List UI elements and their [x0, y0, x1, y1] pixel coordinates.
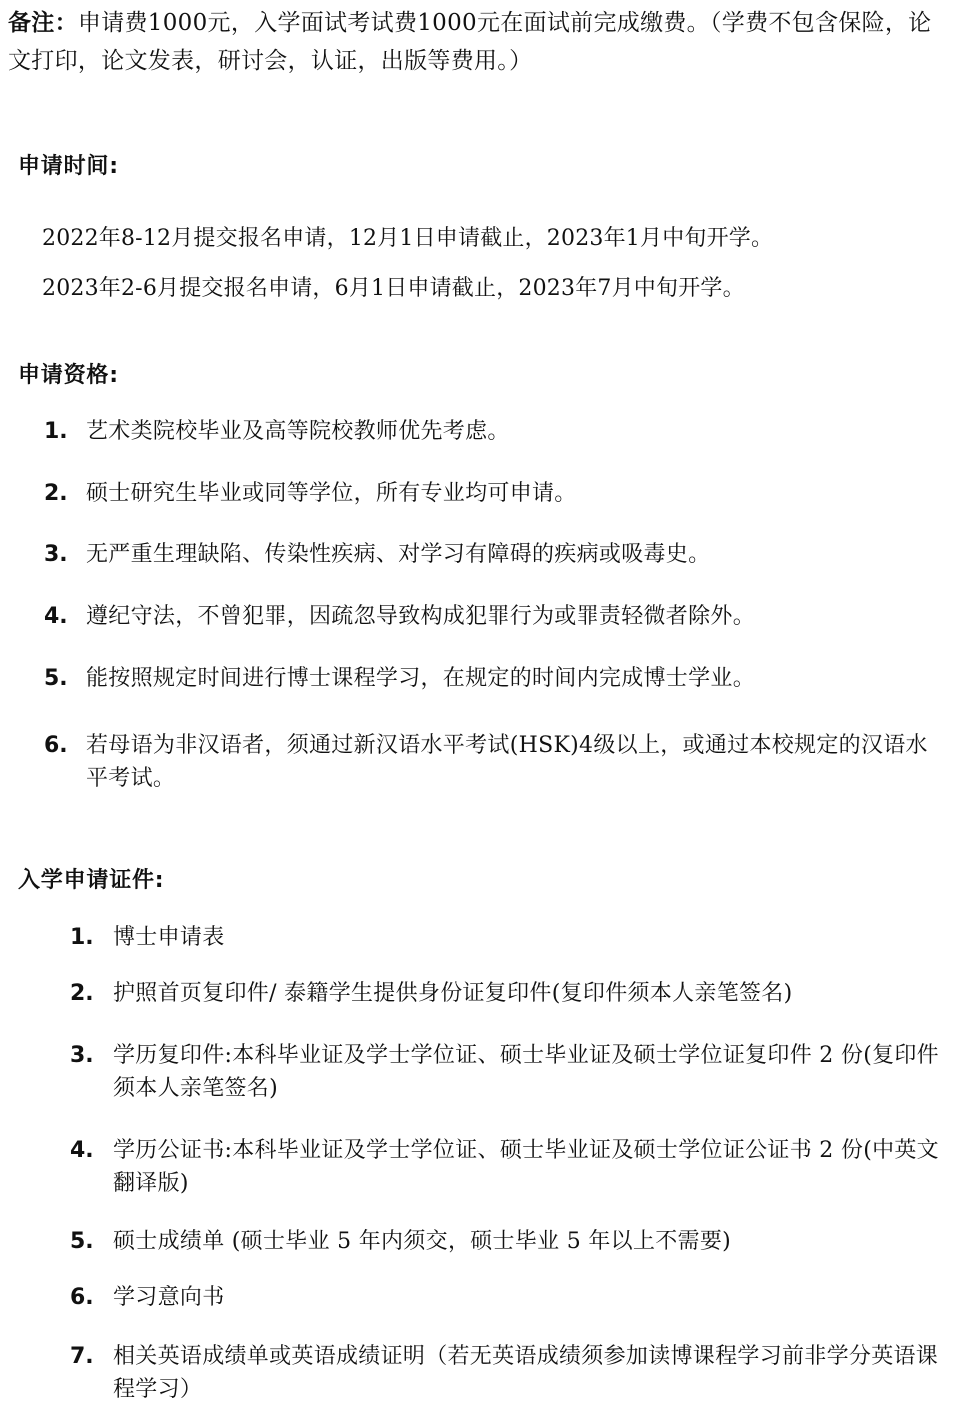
list-item — [70, 1281, 955, 1314]
list-item-text: 相关英语成绩单或英语成绩证明（若无英语成绩须参加读博课程学习前非学分英语课程学习） — [113, 1344, 939, 1402]
remark-text: 申请费1000元，入学面试考试费1000元在面试前完成缴费。（学费不包含保险，论文打印，论文发表，研讨会，认证，出版等费用。） — [8, 10, 932, 74]
list-item-number: 4. — [44, 604, 68, 629]
list-item-text: 学历复印件:本科毕业证及学士学位证、硕士毕业证及硕士学位证复印件 2 份(复印件须本人亲笔签名) — [113, 1043, 939, 1101]
application-time-line: 2022年8-12月提交报名申请，12月1日申请截止，2023年1月中旬开学。 — [42, 226, 774, 251]
list-item-number: 1. — [70, 925, 94, 950]
list-item — [70, 1039, 955, 1105]
list-item — [70, 1225, 955, 1258]
list-item-text: 硕士研究生毕业或同等学位，所有专业均可申请。 — [86, 481, 577, 506]
list-item — [70, 921, 955, 954]
list-item-number: 5. — [44, 666, 68, 691]
documents-list — [70, 0, 956, 1404]
list-item-text: 能按照规定时间进行博士课程学习，在规定的时间内完成博士学业。 — [86, 666, 756, 691]
list-item-text: 护照首页复印件/ 泰籍学生提供身份证复印件(复印件须本人亲笔签名) — [113, 981, 793, 1006]
list-item-text: 博士申请表 — [113, 925, 225, 950]
list-item-number: 1. — [44, 419, 68, 444]
list-item-number: 3. — [70, 1043, 94, 1068]
qualifications-heading: 申请资格: — [18, 363, 119, 388]
list-item-text: 若母语为非汉语者，须通过新汉语水平考试(HSK)4级以上，或通过本校规定的汉语水平考试。 — [86, 733, 928, 791]
application-time-heading: 申请时间: — [18, 154, 119, 179]
list-item-text: 学习意向书 — [113, 1285, 225, 1310]
list-item-number: 2. — [70, 981, 94, 1006]
list-item-text: 遵纪守法，不曾犯罪，因疏忽导致构成犯罪行为或罪责轻微者除外。 — [86, 604, 756, 629]
list-item-number: 2. — [44, 481, 68, 506]
list-item — [70, 977, 955, 1010]
list-item-text: 无严重生理缺陷、传染性疾病、对学习有障碍的疾病或吸毒史。 — [86, 542, 711, 567]
list-item-number: 3. — [44, 542, 68, 567]
list-item-text: 学历公证书:本科毕业证及学士学位证、硕士毕业证及硕士学位证公证书 2 份(中英文翻译版) — [113, 1138, 939, 1196]
remark-label: 备注： — [8, 10, 78, 36]
list-item-number: 4. — [70, 1138, 94, 1163]
list-item-number: 7. — [70, 1344, 94, 1369]
documents-heading: 入学申请证件: — [18, 868, 165, 893]
list-item-number: 6. — [44, 733, 68, 758]
application-time-line: 2023年2-6月提交报名申请，6月1日申请截止，2023年7月中旬开学。 — [42, 276, 745, 301]
list-item — [70, 1340, 955, 1406]
list-item-text: 硕士成绩单 (硕士毕业 5 年内须交，硕士毕业 5 年以上不需要) — [113, 1229, 732, 1254]
list-item-number: 6. — [70, 1285, 94, 1310]
list-item-number: 5. — [70, 1229, 94, 1254]
list-item-text: 艺术类院校毕业及高等院校教师优先考虑。 — [86, 419, 510, 444]
list-item — [70, 1134, 955, 1200]
